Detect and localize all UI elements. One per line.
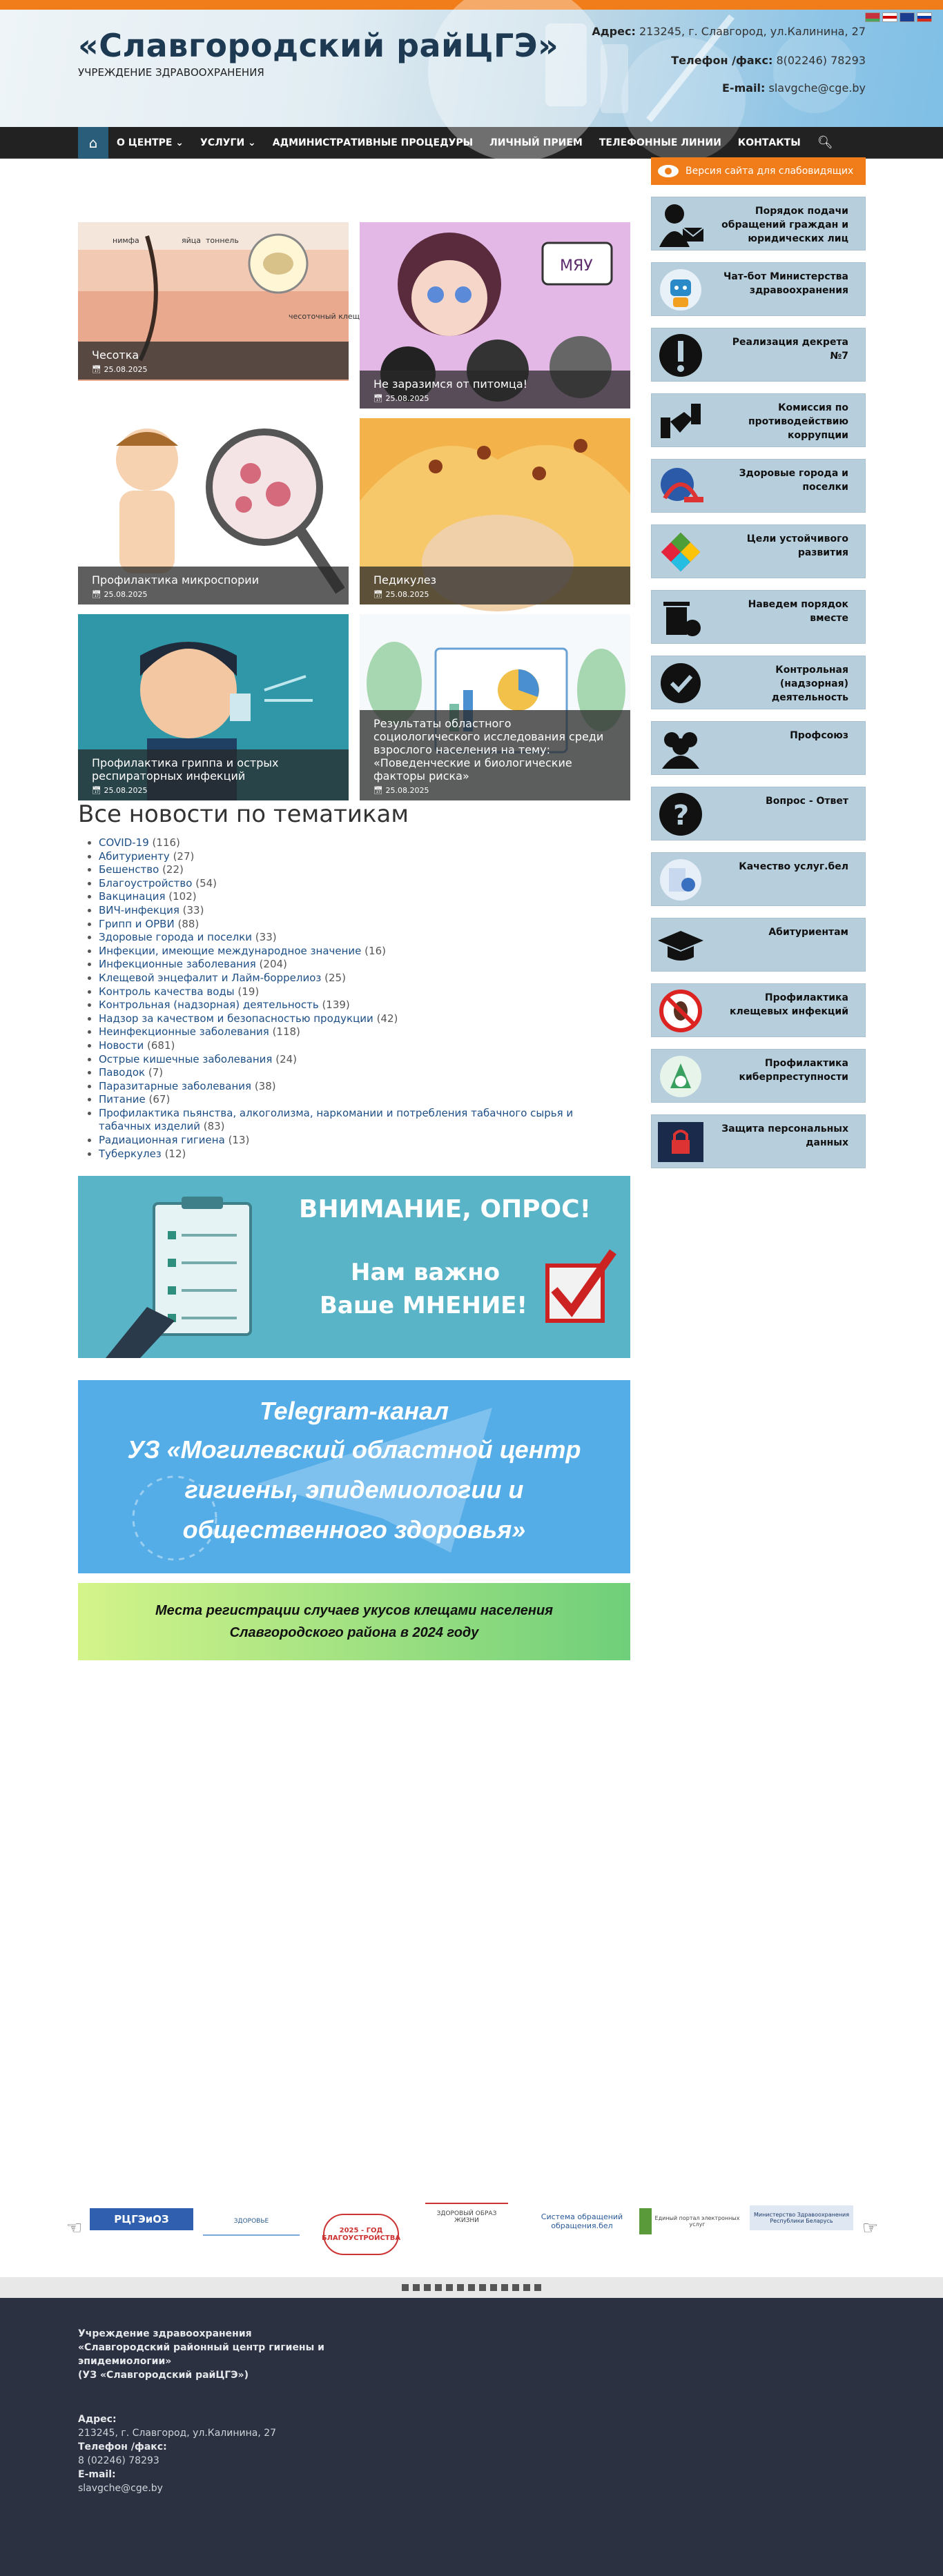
topic-count: (12) xyxy=(164,1147,186,1160)
home-icon[interactable]: ⌂ xyxy=(78,127,108,159)
handshake-icon xyxy=(653,397,708,445)
carousel-page-dot[interactable] xyxy=(534,2284,541,2291)
sidebar-button-label: Реализация декрета №7 xyxy=(732,337,848,362)
sidebar-button[interactable] xyxy=(651,983,866,1037)
carousel-pager xyxy=(0,2277,943,2298)
tile-date: 📅︎ 25.08.2025 xyxy=(373,394,429,403)
sidebar-button[interactable] xyxy=(651,262,866,316)
carousel-page-dot[interactable] xyxy=(424,2284,431,2291)
topic-item xyxy=(99,1148,610,1161)
carousel-next-icon[interactable]: ☞ xyxy=(862,2218,878,2239)
tile-title[interactable]: Не заразимся от питомца! xyxy=(373,377,528,391)
topic-item xyxy=(99,863,610,877)
sidebar-button-label: Абитуриентам xyxy=(768,927,848,938)
sidebar-button-label: Здоровые города и поселки xyxy=(739,468,848,493)
header-email: E-mail: slavgche@cge.by xyxy=(722,81,866,95)
telegram-line1: Telegram-канал xyxy=(259,1397,449,1425)
news-tile-pediculosis[interactable] xyxy=(360,418,630,604)
healthy-cities-icon xyxy=(653,462,708,511)
sidebar-button[interactable] xyxy=(651,328,866,382)
topic-link[interactable]: COVID-19 xyxy=(99,836,149,849)
topic-item xyxy=(99,1134,610,1148)
partner-health[interactable] xyxy=(203,2208,300,2236)
topic-item xyxy=(99,1012,610,1026)
topic-item xyxy=(99,999,610,1012)
nav-item-phone-lines[interactable]: ТЕЛЕФОННЫЕ ЛИНИИ xyxy=(599,137,721,148)
topic-item xyxy=(99,1080,610,1094)
sidebar-button[interactable] xyxy=(651,459,866,513)
topic-item xyxy=(99,985,610,999)
sidebar-button[interactable] xyxy=(651,524,866,578)
question-icon xyxy=(653,790,708,838)
topic-link[interactable]: Клещевой энцефалит и Лайм-боррелиоз xyxy=(99,971,322,984)
carousel-page-dot[interactable] xyxy=(512,2284,519,2291)
topic-item xyxy=(99,931,610,945)
ticks-map-banner[interactable] xyxy=(78,1583,630,1660)
sidebar-button[interactable] xyxy=(651,918,866,972)
flag-en-icon[interactable] xyxy=(900,12,915,22)
topic-link[interactable]: Туберкулез xyxy=(99,1147,162,1160)
news-tile-microsporia[interactable] xyxy=(78,418,349,604)
topic-count: (67) xyxy=(148,1093,171,1106)
tile-caption xyxy=(78,749,349,800)
topic-link[interactable]: Неинфекционные заболевания xyxy=(99,1025,269,1039)
sidebar-button-label: Наведем порядок вместе xyxy=(748,599,848,624)
topic-link[interactable]: Новости xyxy=(99,1039,144,1052)
carousel-page-dot[interactable] xyxy=(435,2284,442,2291)
topic-link[interactable]: Радиационная гигиена xyxy=(99,1134,225,1147)
tile-caption xyxy=(360,567,630,604)
quality-icon xyxy=(653,856,708,904)
topic-link[interactable]: Бешенство xyxy=(99,863,159,876)
svg-text:МЯУ: МЯУ xyxy=(560,257,593,275)
exclamation-icon xyxy=(653,331,708,380)
topic-link[interactable]: Надзор за качеством и безопасностью продукции xyxy=(99,1012,373,1025)
topic-count: (33) xyxy=(255,931,277,944)
topic-link[interactable]: Здоровые города и поселки xyxy=(99,931,253,944)
topic-item xyxy=(99,850,610,864)
eye-icon xyxy=(658,165,679,177)
topic-item xyxy=(99,890,610,904)
sidebar-button[interactable] xyxy=(651,1114,866,1168)
sidebar-button-label: Качество услуг.бел xyxy=(739,861,848,872)
topic-count: (204) xyxy=(259,958,287,971)
sidebar-button-label: Контрольная (надзорная) деятельность xyxy=(771,665,848,703)
flag-by-icon[interactable] xyxy=(865,12,880,22)
ticks-line2: Славгородского района в 2024 году xyxy=(229,1625,479,1640)
carousel-page-dot[interactable] xyxy=(413,2284,420,2291)
topic-item xyxy=(99,1039,610,1053)
sidebar-button-label: Профилактика клещевых инфекций xyxy=(729,992,848,1017)
partner-label: Система обращений обращения.бел xyxy=(541,2212,623,2230)
ticks-banner-text xyxy=(78,1600,630,1644)
topic-item xyxy=(99,918,610,932)
topic-item xyxy=(99,1093,610,1107)
svg-text:тоннель: тоннель xyxy=(206,236,239,245)
people-icon xyxy=(653,725,708,773)
low-vision-label: Версия сайта для слабовидящих xyxy=(686,166,854,177)
partner-healthy-lifestyle[interactable] xyxy=(425,2203,508,2230)
tile-title[interactable]: Педикулез xyxy=(373,573,437,587)
svg-text:чесоточный клещ: чесоточный клещ xyxy=(289,312,360,321)
survey-banner-line2: Нам важно xyxy=(351,1259,500,1286)
low-vision-button[interactable] xyxy=(651,157,866,185)
sidebar-button-label: Чат-бот Министерства здравоохранения xyxy=(723,271,848,296)
carousel-page-dot[interactable] xyxy=(490,2284,497,2291)
topic-link[interactable]: Инфекции, имеющие международное значение xyxy=(99,944,362,957)
topic-link[interactable]: Питание xyxy=(99,1093,146,1106)
telegram-line4: общественного здоровья» xyxy=(182,1515,526,1544)
header-phone: Телефон /факс: 8(02246) 78293 xyxy=(671,54,866,67)
nav-item-about[interactable]: О ЦЕНТРЕ ⌄ xyxy=(117,137,184,148)
svg-text:?: ? xyxy=(673,800,690,832)
footer-contacts: Адрес: 213245, г. Славгород, ул.Калинина, 27 Телефон /факс: 8 (02246) 78293 E-mail: slavgche@cge.by xyxy=(78,2414,277,2494)
topic-count: (19) xyxy=(237,985,260,998)
nav-item-services[interactable]: УСЛУГИ ⌄ xyxy=(200,137,256,148)
partner-e-services-portal[interactable] xyxy=(639,2208,743,2234)
svg-text:нимфа: нимфа xyxy=(113,236,139,245)
topic-item xyxy=(99,972,610,985)
tile-date: 📅︎ 25.08.2025 xyxy=(373,590,429,599)
tile-title[interactable]: Чесотка xyxy=(92,348,139,362)
topic-link[interactable]: Паразитарные заболевания xyxy=(99,1079,252,1092)
data-lock-icon xyxy=(653,1118,708,1166)
tile-caption xyxy=(78,342,349,380)
sidebar-button-label: Вопрос - Ответ xyxy=(766,796,848,807)
news-tile-flu[interactable] xyxy=(78,614,349,800)
ticks-line1: Места регистрации случаев укусов клещами населения xyxy=(155,1603,553,1618)
site-description: УЧРЕЖДЕНИЕ ЗДРАВООХРАНЕНИЯ xyxy=(78,66,264,79)
carousel-page-dot[interactable] xyxy=(468,2284,475,2291)
topic-count: (38) xyxy=(254,1079,276,1092)
topics-title: Все новости по тематикам xyxy=(78,800,409,828)
topic-link[interactable]: Абитуриенту xyxy=(99,849,170,863)
topic-count: (7) xyxy=(148,1066,164,1079)
sidebar-button[interactable] xyxy=(651,197,866,250)
partner-appeals-system[interactable] xyxy=(530,2208,634,2234)
topic-link[interactable]: ВИЧ-инфекция xyxy=(99,903,179,916)
tile-title[interactable]: Результаты областного социологического исследования среди взрослого населения на тему: «Поведенческие и биологические факторы риска» xyxy=(373,717,604,783)
telegram-line3: гигиены, эпидемиологии и xyxy=(184,1475,524,1504)
partner-label: ЗДОРОВЫЙ ОБРАЗ ЖИЗНИ xyxy=(436,2210,497,2224)
carousel-page-dot[interactable] xyxy=(457,2284,464,2291)
footer-organization: Учреждение здравоохранения «Славгородский районный центр гигиены и эпидемиологии» (УЗ «Славгородский райЦГЭ») xyxy=(78,2328,324,2381)
nav-item-personal-reception[interactable]: ЛИЧНЫЙ ПРИЕМ xyxy=(489,137,583,148)
sidebar-button[interactable] xyxy=(651,393,866,447)
trash-icon xyxy=(653,593,708,642)
partner-label: РЦГЭиОЗ xyxy=(114,2213,169,2225)
topics-list xyxy=(99,836,610,1161)
search-icon[interactable]: 🔍︎ xyxy=(817,135,833,150)
topic-count: (102) xyxy=(168,890,197,903)
topic-count: (139) xyxy=(322,999,350,1012)
telegram-banner-text xyxy=(78,1393,630,1550)
graduation-cap-icon xyxy=(653,921,708,970)
topic-item xyxy=(99,836,610,850)
topic-count: (25) xyxy=(324,971,346,984)
topic-count: (83) xyxy=(203,1120,225,1133)
sidebar-button[interactable] xyxy=(651,721,866,775)
header-address: Адрес: 213245, г. Славгород, ул.Калинина, 27 xyxy=(592,25,866,38)
topic-count: (16) xyxy=(364,944,386,957)
tile-title[interactable]: Профилактика микроспории xyxy=(92,573,260,587)
topic-count: (24) xyxy=(275,1052,298,1065)
sidebar-button[interactable] xyxy=(651,787,866,840)
nav-item-admin-procedures[interactable]: АДМИНИСТРАТИВНЫЕ ПРОЦЕДУРЫ xyxy=(272,137,474,148)
flag-ru-icon[interactable] xyxy=(917,12,932,22)
sidebar-button-label: Цели устойчивого развития xyxy=(746,533,848,558)
site-footer xyxy=(0,2298,943,2576)
topic-item xyxy=(99,1107,610,1134)
topic-count: (13) xyxy=(228,1134,250,1147)
topic-item xyxy=(99,958,610,972)
topic-item xyxy=(99,945,610,958)
tile-title[interactable]: Профилактика гриппа и острых респираторных инфекций xyxy=(92,756,279,783)
news-tile-scabies[interactable] xyxy=(78,222,360,380)
partner-label: Министерство Здравоохранения Республики Беларусь xyxy=(753,2212,850,2224)
carousel-page-dot[interactable] xyxy=(479,2284,486,2291)
chatbot-icon xyxy=(653,266,708,314)
partners-carousel xyxy=(66,2200,878,2262)
carousel-page-dot[interactable] xyxy=(501,2284,508,2291)
tile-date: 📅︎ 25.08.2025 xyxy=(92,365,148,374)
sidebar-button-label: Порядок подачи обращений граждан и юридических лиц xyxy=(721,206,848,244)
news-tile-survey-results[interactable] xyxy=(360,614,630,800)
topic-item xyxy=(99,904,610,918)
topic-link[interactable]: Профилактика пьянства, алкоголизма, наркомании и потребления табачного сырья и табачных изделий xyxy=(99,1106,574,1133)
site-header xyxy=(0,10,943,127)
partner-label: Единый портал электронных услуг xyxy=(654,2215,740,2228)
sidebar xyxy=(651,157,866,1168)
person-envelope-icon xyxy=(653,200,708,248)
topic-link[interactable]: Благоустройство xyxy=(99,876,193,889)
sidebar-button[interactable] xyxy=(651,590,866,644)
news-tile-pets[interactable] xyxy=(360,222,630,409)
topic-count: (22) xyxy=(162,863,184,876)
tile-date: 📅︎ 25.08.2025 xyxy=(92,590,148,599)
topic-link[interactable]: Острые кишечные заболевания xyxy=(99,1052,273,1065)
survey-banner-line3: Ваше МНЕНИЕ! xyxy=(320,1292,528,1319)
topic-count: (116) xyxy=(152,836,180,849)
topic-item xyxy=(99,1053,610,1067)
sidebar-button-label: Защита персональных данных xyxy=(721,1123,848,1148)
telegram-banner[interactable] xyxy=(78,1380,630,1573)
telegram-line2: УЗ «Могилевский областной центр xyxy=(127,1435,581,1464)
footer-email-link[interactable]: slavgche@cge.by xyxy=(78,2483,163,2494)
topic-count: (33) xyxy=(182,903,204,916)
check-badge-icon xyxy=(653,659,708,707)
sidebar-button-label: Профилактика киберпреступности xyxy=(739,1058,848,1083)
topic-link[interactable]: Паводок xyxy=(99,1066,146,1079)
carousel-page-dot[interactable] xyxy=(402,2284,409,2291)
topic-item xyxy=(99,1025,610,1039)
cyber-icon xyxy=(653,1052,708,1101)
svg-text:яйца: яйца xyxy=(182,236,201,245)
tile-date: 📅︎ 25.08.2025 xyxy=(373,786,429,795)
topic-count: (681) xyxy=(147,1039,175,1052)
partner-year-2025[interactable] xyxy=(323,2214,399,2255)
topic-link[interactable]: Контрольная (надзорная) деятельность xyxy=(99,999,319,1012)
partner-ministry-health[interactable] xyxy=(750,2205,853,2230)
survey-banner-line1: ВНИМАНИЕ, ОПРОС! xyxy=(299,1195,591,1223)
topic-count: (54) xyxy=(195,876,217,889)
carousel-page-dot[interactable] xyxy=(446,2284,453,2291)
language-flags xyxy=(865,12,932,22)
topic-count: (42) xyxy=(376,1012,398,1025)
topic-link[interactable]: Инфекционные заболевания xyxy=(99,958,256,971)
tile-date: 📅︎ 25.08.2025 xyxy=(92,786,148,795)
tile-caption xyxy=(360,710,630,800)
sidebar-button-label: Профсоюз xyxy=(790,730,848,741)
carousel-page-dot[interactable] xyxy=(523,2284,530,2291)
partner-label: 2025 - ГОД БЛАГОУСТРОЙСТВА xyxy=(321,2227,401,2242)
sidebar-button[interactable] xyxy=(651,656,866,709)
sdg-icon xyxy=(653,528,708,576)
site-title[interactable]: «Славгородский райЦГЭ» xyxy=(78,27,559,64)
topic-count: (27) xyxy=(173,849,195,863)
nav-item-contacts[interactable]: КОНТАКТЫ xyxy=(737,137,801,148)
carousel-prev-icon[interactable]: ☜ xyxy=(66,2218,83,2239)
partner-rcge[interactable] xyxy=(90,2208,193,2230)
sidebar-items xyxy=(651,197,866,1168)
sidebar-button[interactable] xyxy=(651,852,866,906)
topic-count: (88) xyxy=(177,917,200,930)
sidebar-button[interactable] xyxy=(651,1049,866,1103)
topic-item xyxy=(99,1066,610,1080)
tile-caption xyxy=(78,567,349,604)
topic-link[interactable]: Вакцинация xyxy=(99,890,166,903)
topic-link[interactable]: Контроль качества воды xyxy=(99,985,235,998)
topic-link[interactable]: Грипп и ОРВИ xyxy=(99,917,175,930)
topic-item xyxy=(99,877,610,891)
survey-banner[interactable] xyxy=(78,1176,630,1358)
flag-be-icon[interactable] xyxy=(882,12,897,22)
sidebar-button-label: Комиссия по противодействию коррупции xyxy=(748,402,848,441)
topic-count: (118) xyxy=(272,1025,300,1039)
no-tick-icon xyxy=(653,987,708,1035)
partner-label: ЗДОРОВЬЕ xyxy=(233,2218,269,2225)
tile-caption xyxy=(360,371,630,409)
